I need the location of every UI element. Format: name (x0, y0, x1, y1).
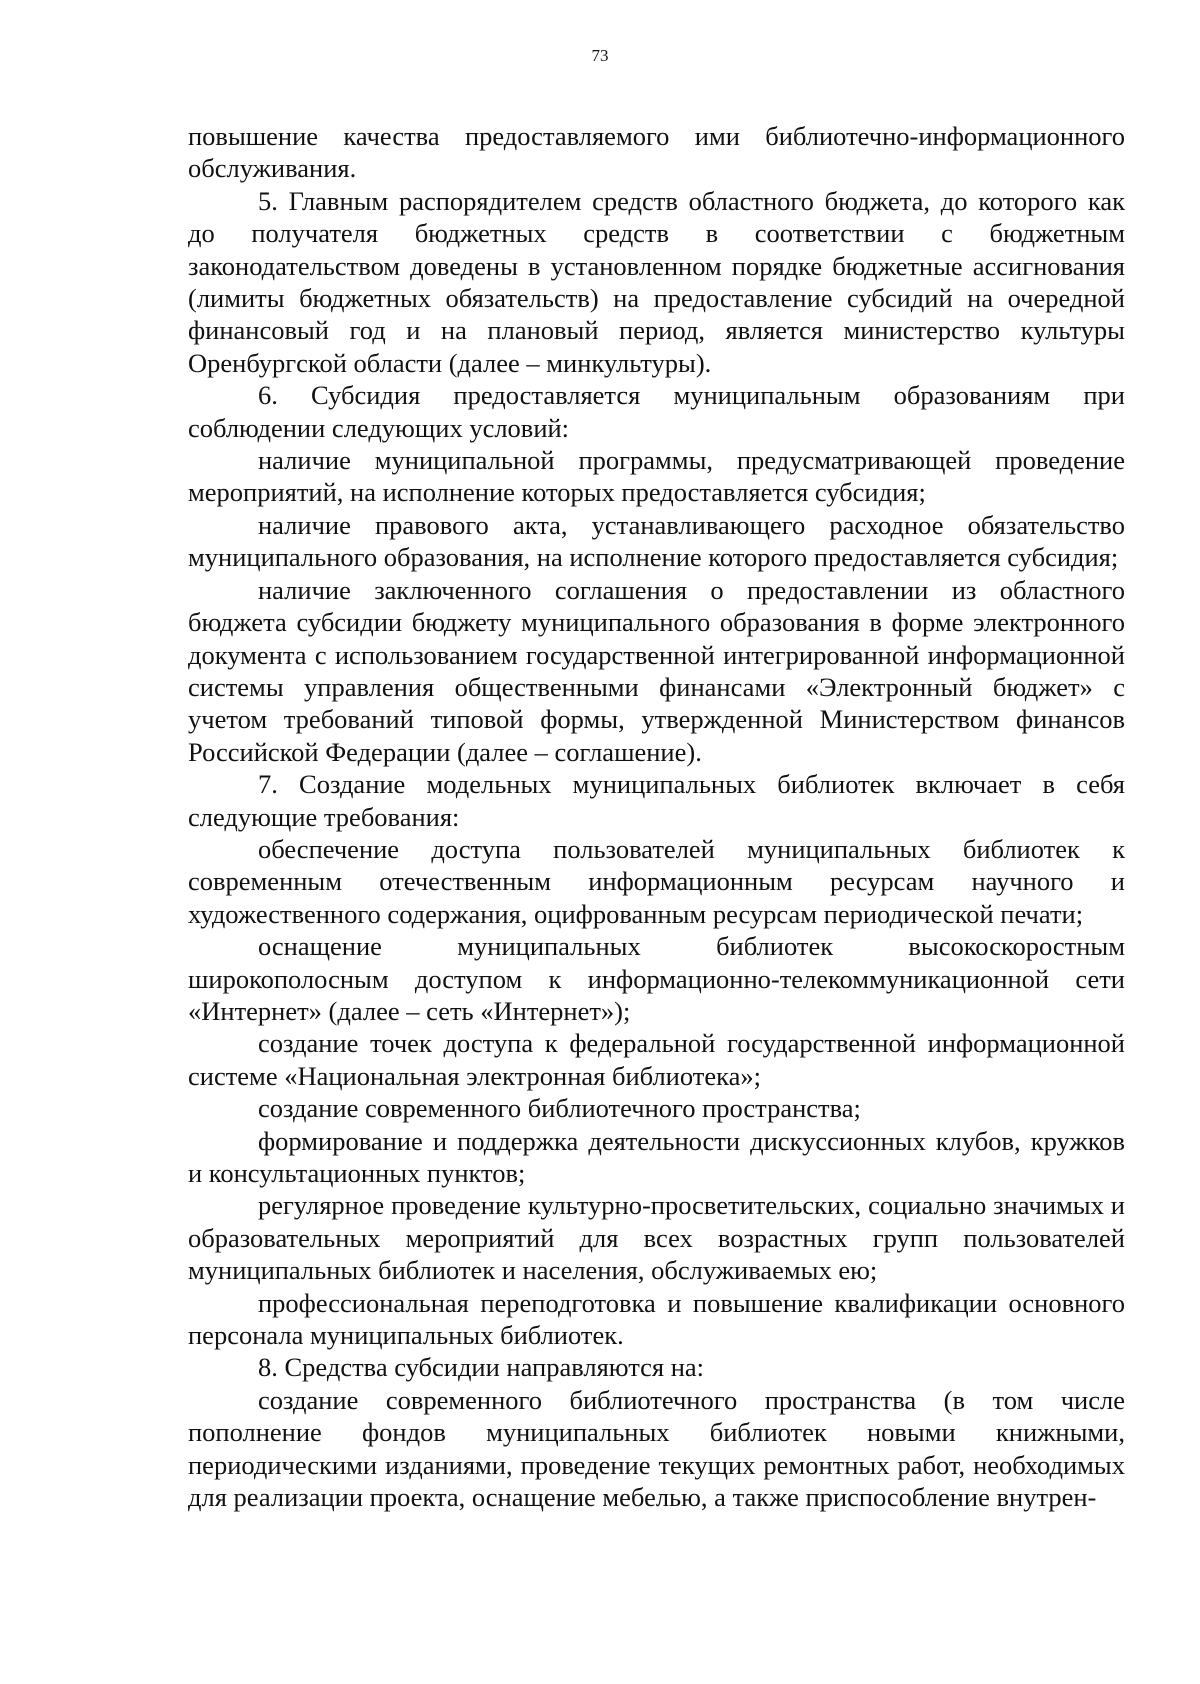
requirement-access-points: создание точек доступа к федеральной государственной информационной системе «Национальная электронная библиотека»; (188, 1028, 1125, 1091)
paragraph-item-5: 5. Главным распорядителем средств областного бюджета, до которого как до получателя бюджетных средств в соответствии с бюджетным законодательством доведены в установленном порядке бюджетные ассигнования (лимиты бюджетных обязательств) на предоставление субсидий на очередной финансовый год и на плановый период, является министерство культуры Оренбургской области (далее – минкультуры). (188, 185, 1125, 378)
requirement-access: обеспечение доступа пользователей муниципальных библиотек к современным отечественным информационным ресурсам научного и художественного содержания, оцифрованным ресурсам периодической печати; (188, 833, 1125, 929)
condition-legal-act: наличие правового акта, устанавливающего расходное обязательство муниципального образования, на исполнение которого предоставляется субсидия; (188, 509, 1125, 573)
paragraph-item-6: 6. Субсидия предоставляется муниципальным образованиям при соблюдении следующих условий: (188, 380, 1125, 443)
paragraph-item-7: 7. Создание модельных муниципальных библиотек включает в себя следующие требования: (188, 769, 1125, 832)
requirement-clubs: формирование и поддержка деятельности дискуссионных клубов, кружков и консультационных пунктов; (188, 1125, 1125, 1188)
document-body (188, 120, 1125, 1513)
requirement-internet: оснащение муниципальных библиотек высокоскоростным широкополосным доступом к информационно-телекоммуникационной сети «Интернет» (далее – сеть «Интернет»); (188, 931, 1125, 1026)
requirement-training: профессиональная переподготовка и повышение квалификации основного персонала муниципальных библиотек. (188, 1287, 1125, 1351)
requirement-events: регулярное проведение культурно-просветительских, социально значимых и образовательных мероприятий для всех возрастных групп пользователей муниципальных библиотек и населения, обслуживаемых ею; (188, 1190, 1125, 1286)
condition-program: наличие муниципальной программы, предусматривающей проведение мероприятий, на исполнение которых предоставляется субсидия; (188, 445, 1125, 508)
paragraph-continuation: повышение качества предоставляемого ими библиотечно-информационного обслуживания. (188, 121, 1125, 184)
condition-agreement: наличие заключенного соглашения о предоставлении из областного бюджета субсидии бюджету муниципального образования в форме электронного документа с использованием государственной интегрированной информационной системы управления общественными финансами «Электронный бюджет» с учетом требований типовой формы, утвержденной Министерством финансов Российской Федерации (далее – соглашение). (188, 574, 1125, 767)
funding-space: создание современного библиотечного пространства (в том числе пополнение фондов муниципальных библиотек новыми книжными, периодическими изданиями, проведение текущих ремонтных работ, необходимых для реализации проекта, оснащение мебелью, а также приспособление внутрен- (188, 1384, 1125, 1513)
requirement-space: создание современного библиотечного пространства; (258, 1093, 861, 1124)
page-number: 73 (591, 46, 609, 65)
paragraph-item-8: 8. Средства субсидии направляются на: (258, 1352, 705, 1383)
